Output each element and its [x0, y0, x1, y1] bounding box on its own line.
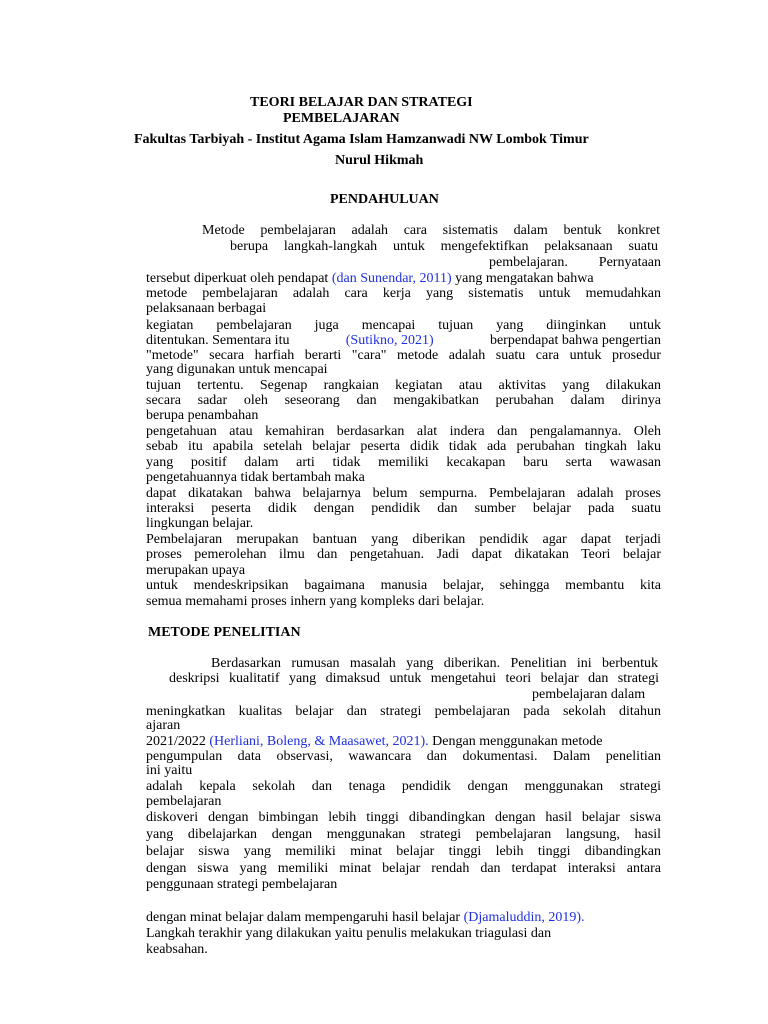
- text-line: yang digunakan untuk mencapai: [146, 362, 328, 377]
- text-line: Langkah terakhir yang dilakukan yaitu penulis melakukan triagulasi dan: [146, 926, 552, 941]
- text-line: keabsahan.: [146, 942, 208, 957]
- text-line: proses pemerolehan ilmu dan pengetahuan. Jadi dapat dikatakan Teori belajar: [146, 547, 661, 562]
- text-line: yang positif dalam arti tidak memiliki kecakapan baru serta wawasan: [146, 455, 661, 470]
- title-line-1: TEORI BELAJAR DAN STRATEGI: [250, 95, 473, 110]
- text-line: pembelajaran dalam: [532, 687, 646, 702]
- text-fragment: berpendapat bahwa pengertian: [489, 333, 661, 348]
- text-line: [146, 334, 661, 348]
- text-fragment: Dengan menggunakan metode: [432, 734, 603, 749]
- text-line: ajaran: [146, 718, 181, 733]
- text-line: ini yaitu: [146, 763, 193, 778]
- citation-link[interactable]: (Djamaluddin, 2019).: [463, 910, 585, 925]
- text-line: Berdasarkan rumusan masalah yang diberikan. Penelitian ini berbentuk: [211, 656, 658, 671]
- text-line: Pembelajaran merupakan bantuan yang diberikan pendidik agar dapat terjadi: [146, 532, 661, 547]
- text-line: semua memahami proses inhern yang kompleks dari belajar.: [146, 594, 485, 609]
- section-heading-pendahuluan: PENDAHULUAN: [330, 192, 439, 207]
- text-line: diskoveri dengan bimbingan lebih tinggi dibandingkan dengan hasil belajar siswa: [146, 810, 661, 825]
- text-line: pengetahuan atau kemahiran berdasarkan alat indera dan pengalamannya. Oleh: [146, 424, 661, 439]
- text-line: merupakan upaya: [146, 563, 246, 578]
- text-line: interaksi peserta didik dengan pendidik dan sumber belajar pada suatu: [146, 501, 661, 516]
- text-line: berupa langkah-langkah untuk mengefektifkan pelaksanaan suatu: [230, 239, 658, 254]
- text-line: pengetahuannya tidak bertambah maka: [146, 470, 365, 485]
- citation-link[interactable]: (Herliani, Boleng, & Maasawet, 2021).: [209, 734, 429, 749]
- citation-link[interactable]: (dan Sunendar, 2011): [331, 271, 452, 286]
- text-line: [146, 735, 602, 749]
- text-line: secara sadar oleh seseorang dan mengakibatkan perubahan dalam dirinya: [146, 393, 661, 408]
- text-fragment: yang mengatakan bahwa: [455, 271, 594, 286]
- author-name: Nurul Hikmah: [335, 153, 424, 168]
- text-line: berupa penambahan: [146, 408, 259, 423]
- text-fragment: 2021/2022: [146, 734, 206, 749]
- text-line: untuk mendeskripsikan bagaimana manusia belajar, sehingga membantu kita: [146, 578, 661, 593]
- affiliation: Fakultas Tarbiyah - Institut Agama Islam Hamzanwadi NW Lombok Timur: [134, 132, 589, 147]
- text-line: meningkatkan kualitas belajar dan strategi pembelajaran pada sekolah ditahun: [146, 704, 661, 719]
- text-line: pelaksanaan berbagai: [146, 301, 267, 316]
- section-heading-metode-penelitian: METODE PENELITIAN: [148, 625, 301, 640]
- text-line: deskripsi kualitatif yang dimaksud untuk mengetahui teori belajar dan strategi: [169, 671, 659, 686]
- text-line: tujuan tertentu. Segenap rangkaian kegiatan atau aktivitas yang dilakukan: [146, 378, 661, 393]
- text-line: dapat dikatakan bahwa belajarnya belum sempurna. Pembelajaran adalah proses: [146, 486, 661, 501]
- text-line: metode pembelajaran adalah cara kerja yang sistematis untuk memudahkan: [146, 286, 661, 301]
- text-fragment: tersebut diperkuat oleh pendapat: [146, 271, 329, 286]
- text-line: penggunaan strategi pembelajaran: [146, 877, 338, 892]
- text-line: sebab itu apabila setelah belajar peserta didik tidak ada perubahan tingkah laku: [146, 439, 661, 454]
- text-line: yang dibelajarkan dengan menggunakan strategi pembelajaran langsung, hasil: [146, 827, 661, 842]
- text-line: [146, 272, 594, 286]
- text-fragment: dengan minat belajar dalam mempengaruhi hasil belajar: [146, 910, 461, 925]
- text-line: Metode pembelajaran adalah cara sistematis dalam bentuk konkret: [202, 223, 660, 238]
- text-fragment: ditentukan. Sementara itu: [146, 333, 290, 348]
- text-line: "metode" secara harfiah berarti "cara" metode adalah suatu cara untuk prosedur: [146, 348, 661, 363]
- title-line-2: PEMBELAJARAN: [283, 111, 400, 126]
- text-line: adalah kepala sekolah dan tenaga pendidik dengan menggunakan strategi: [146, 779, 661, 794]
- text-line: dengan siswa yang memiliki minat belajar rendah dan terdapat interaksi antara: [146, 861, 661, 876]
- text-line: lingkungan belajar.: [146, 516, 254, 531]
- text-line: [146, 911, 585, 925]
- text-line: pengumpulan data observasi, wawancara dan dokumentasi. Dalam penelitian: [146, 749, 661, 764]
- text-line: pembelajaran: [146, 794, 222, 809]
- text-line: kegiatan pembelajaran juga mencapai tujuan yang diinginkan untuk: [146, 318, 661, 333]
- text-line: pembelajaran. Pernyataan: [489, 255, 661, 270]
- citation-link[interactable]: (Sutikno, 2021): [345, 333, 434, 348]
- text-line: belajar siswa yang memiliki minat belajar tinggi lebih tinggi dibandingkan: [146, 844, 661, 859]
